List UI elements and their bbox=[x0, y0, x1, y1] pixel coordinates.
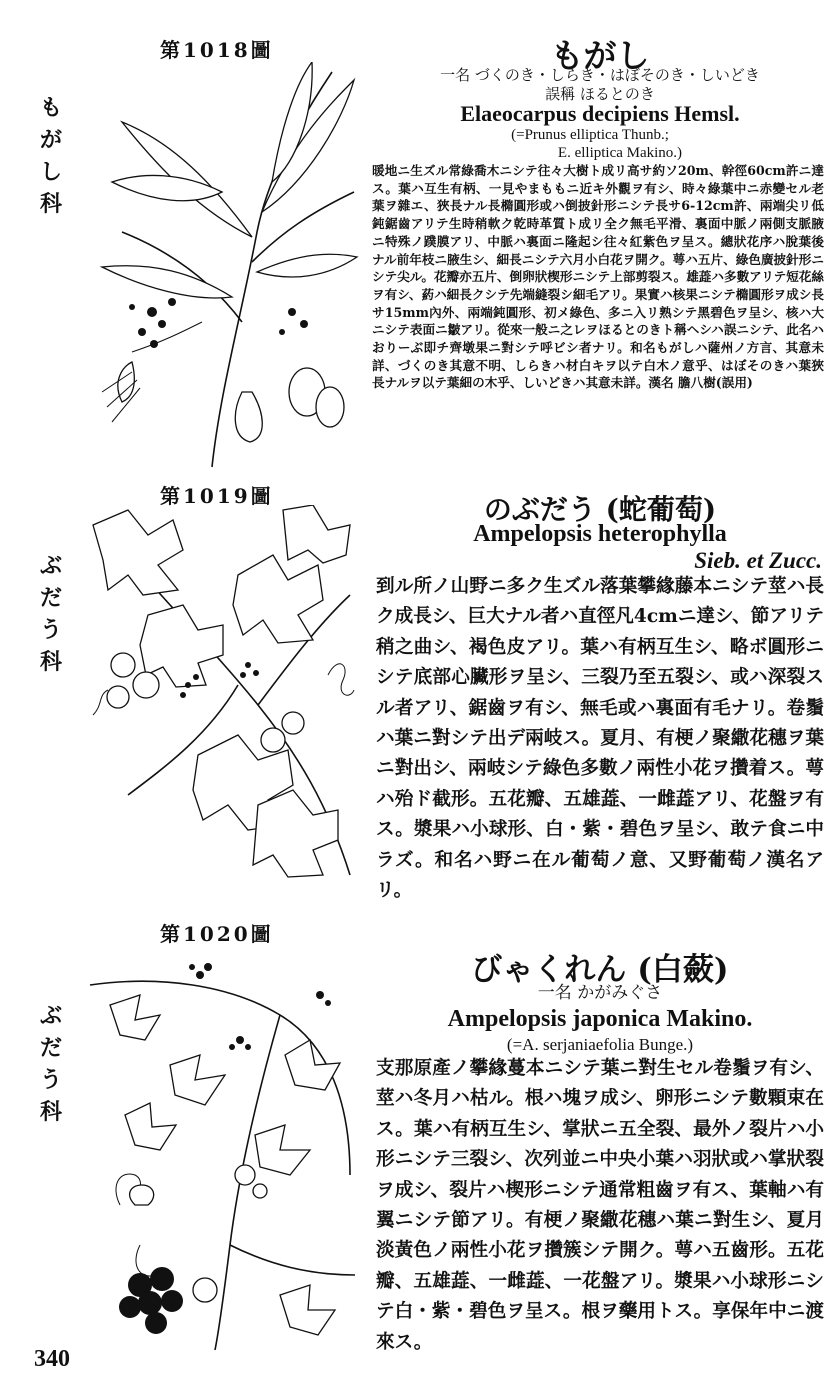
illustration-ampelopsis-heterophylla bbox=[88, 505, 360, 897]
entry-title-1019: のぶだう (蛇葡萄) bbox=[483, 493, 717, 526]
synonym-1018-a: (=Prunus elliptica Thunb.; bbox=[511, 127, 669, 143]
scientific-name-1018: Elaeocarpus decipiens Hemsl. bbox=[460, 101, 740, 126]
synonym-1018-b: E. elliptica Makino.) bbox=[557, 145, 683, 161]
synonym-1020: (=A. serjaniaefolia Bunge.) bbox=[506, 1035, 694, 1054]
scientific-name-1020: Ampelopsis japonica Makino. bbox=[447, 1006, 753, 1032]
entry-title-1018: もがし bbox=[550, 36, 650, 75]
description-1020: 支那原產ノ攀緣蔓本ニシテ葉ニ對生セル卷鬚ヲ有シ、莖ハ冬月ハ枯ル。根ハ塊ヲ成シ、卵形ニシテ數顆束在ス。葉ハ有柄互生シ、掌狀ニ五全裂、最外ノ裂片ハ小形ニシテ三裂シ、次列並ニ中央小葉ハ羽狀或ハ掌狀裂ヲ成シ、裂片ハ楔形ニシテ通常粗齒ヲ有ス、葉軸ハ有翼ニシテ節アリ。有梗ノ聚繖花穗ハ葉ニ對生シ、夏月淡黃色ノ兩性小花ヲ攢簇シテ開ク。萼ハ五齒形。五花瓣、五雄蕋、一雌蕋、一花盤アリ。漿果ハ小球形ニシテ白・紫・碧色ヲ呈ス。根ヲ藥用トス。享保年中ニ渡來ス。 bbox=[376, 1058, 824, 1353]
family-label-1020: ぶだう科 bbox=[39, 1003, 62, 1125]
authority-1019: Sieb. et Zucc. bbox=[694, 548, 822, 573]
family-label-1019: ぶだう科 bbox=[39, 553, 62, 675]
figure-label-1018: 第1018圖 bbox=[160, 38, 274, 62]
entry-alias-1018: 一名 づくのき・しらき・はぼそのき・しいどき bbox=[440, 66, 760, 84]
entry-title-1020: びゃくれん (白蘞) bbox=[471, 952, 729, 988]
illustration-ampelopsis-japonica bbox=[80, 945, 360, 1355]
page-number: 340 bbox=[34, 1346, 70, 1372]
entry-alias-1020: 一名 かがみぐさ bbox=[537, 983, 663, 1003]
figure-label-1019: 第1019圖 bbox=[160, 484, 274, 508]
description-1018: 暖地ニ生ズル常綠喬木ニシテ往々大樹ト成リ高サ約ソ20m、幹徑60cm許ニ達ス。葉ハ互生有柄、一見やまももニ近キ外觀ヲ有シ、時々綠葉中ニ赤變セル老葉ヲ雜エ、狹長ナル長橢圓形或ハ倒披針形ニシテ長サ6-12cm許、兩端尖リ低鈍鋸齒アリテ生時稍軟ク乾時革質ト成リ全ク無毛平滑、裏面中脈ノ兩側支脈腋ニ特殊ノ蹼膜アリ、中脈ハ裏面ニ隆起シ往々紅紫色ヲ呈ス。總狀花序ハ脫葉後ナル前年枝ニ腋生シ、細長ニシテ六月小白花ヲ開ク。萼ハ五片、綠色廣披針形ニシテ尖ル。花瓣亦五片、倒卵狀楔形ニシテ上部剪裂ス。雄蕋ハ多數アリテ短花絲ヲ有シ、葯ハ細長クシテ先端縫裂シ細毛アリ。果實ハ核果ニシテ橢圓形ヲ成シ長サ15mm內外、兩端鈍圓形、初メ綠色、多ニ入リ熟シテ黑碧色ヲ呈シ、核ハ大ニシテ表面ニ皺アリ。從來一般ニ之レヲほるとのきト稱ヘシハ誤ニシテ、此名ハおりーぶ即チ齊墩果ニ對シテ呼ビシ者ナリ。和名もがしハ薩州ノ方言、其意未詳、づくのき其意不明、しらきハ材白キヲ以テ白木ノ意乎、はぼそのきハ葉狹長ナルヲ以テ葉細の木乎、しいどきハ其意未詳。漢名 膽八樹(誤用) bbox=[372, 163, 824, 391]
figure-label-1020: 第1020圖 bbox=[160, 922, 274, 946]
scientific-name-1019: Ampelopsis heterophylla bbox=[473, 521, 727, 547]
description-1019: 到ル所ノ山野ニ多ク生ズル落葉攀緣藤本ニシテ莖ハ長ク成長シ、巨大ナル者ハ直徑凡4cmニ達シ、節アリテ稍之曲シ、褐色皮アリ。葉ハ有柄互生シ、略ボ圓形ニシテ底部心臟形ヲ呈シ、三裂乃至五裂シ、或ハ深裂スル者アリ、鋸齒ヲ有シ、無毛或ハ裏面有毛ナリ。卷鬚ハ葉ニ對シテ出デ兩岐ス。夏月、有梗ノ聚繖花穗ヲ葉ニ對出シ、兩岐シテ綠色多數ノ兩性小花ヲ攢着ス。萼ハ殆ド截形。五花瓣、五雄蕋、一雌蕋アリ、花盤ヲ有ス。漿果ハ小球形、白・紫・碧色ヲ呈シ、敢テ食ニ中ラズ。和名ハ野ニ在ル葡萄ノ意、又野葡萄ノ漢名アリ。 bbox=[376, 576, 824, 902]
entry-misnomer-1018: 誤稱 ほるとのき bbox=[545, 85, 655, 103]
illustration-elaeocarpus bbox=[92, 62, 360, 470]
family-label-1018: もがし科 bbox=[39, 95, 62, 217]
